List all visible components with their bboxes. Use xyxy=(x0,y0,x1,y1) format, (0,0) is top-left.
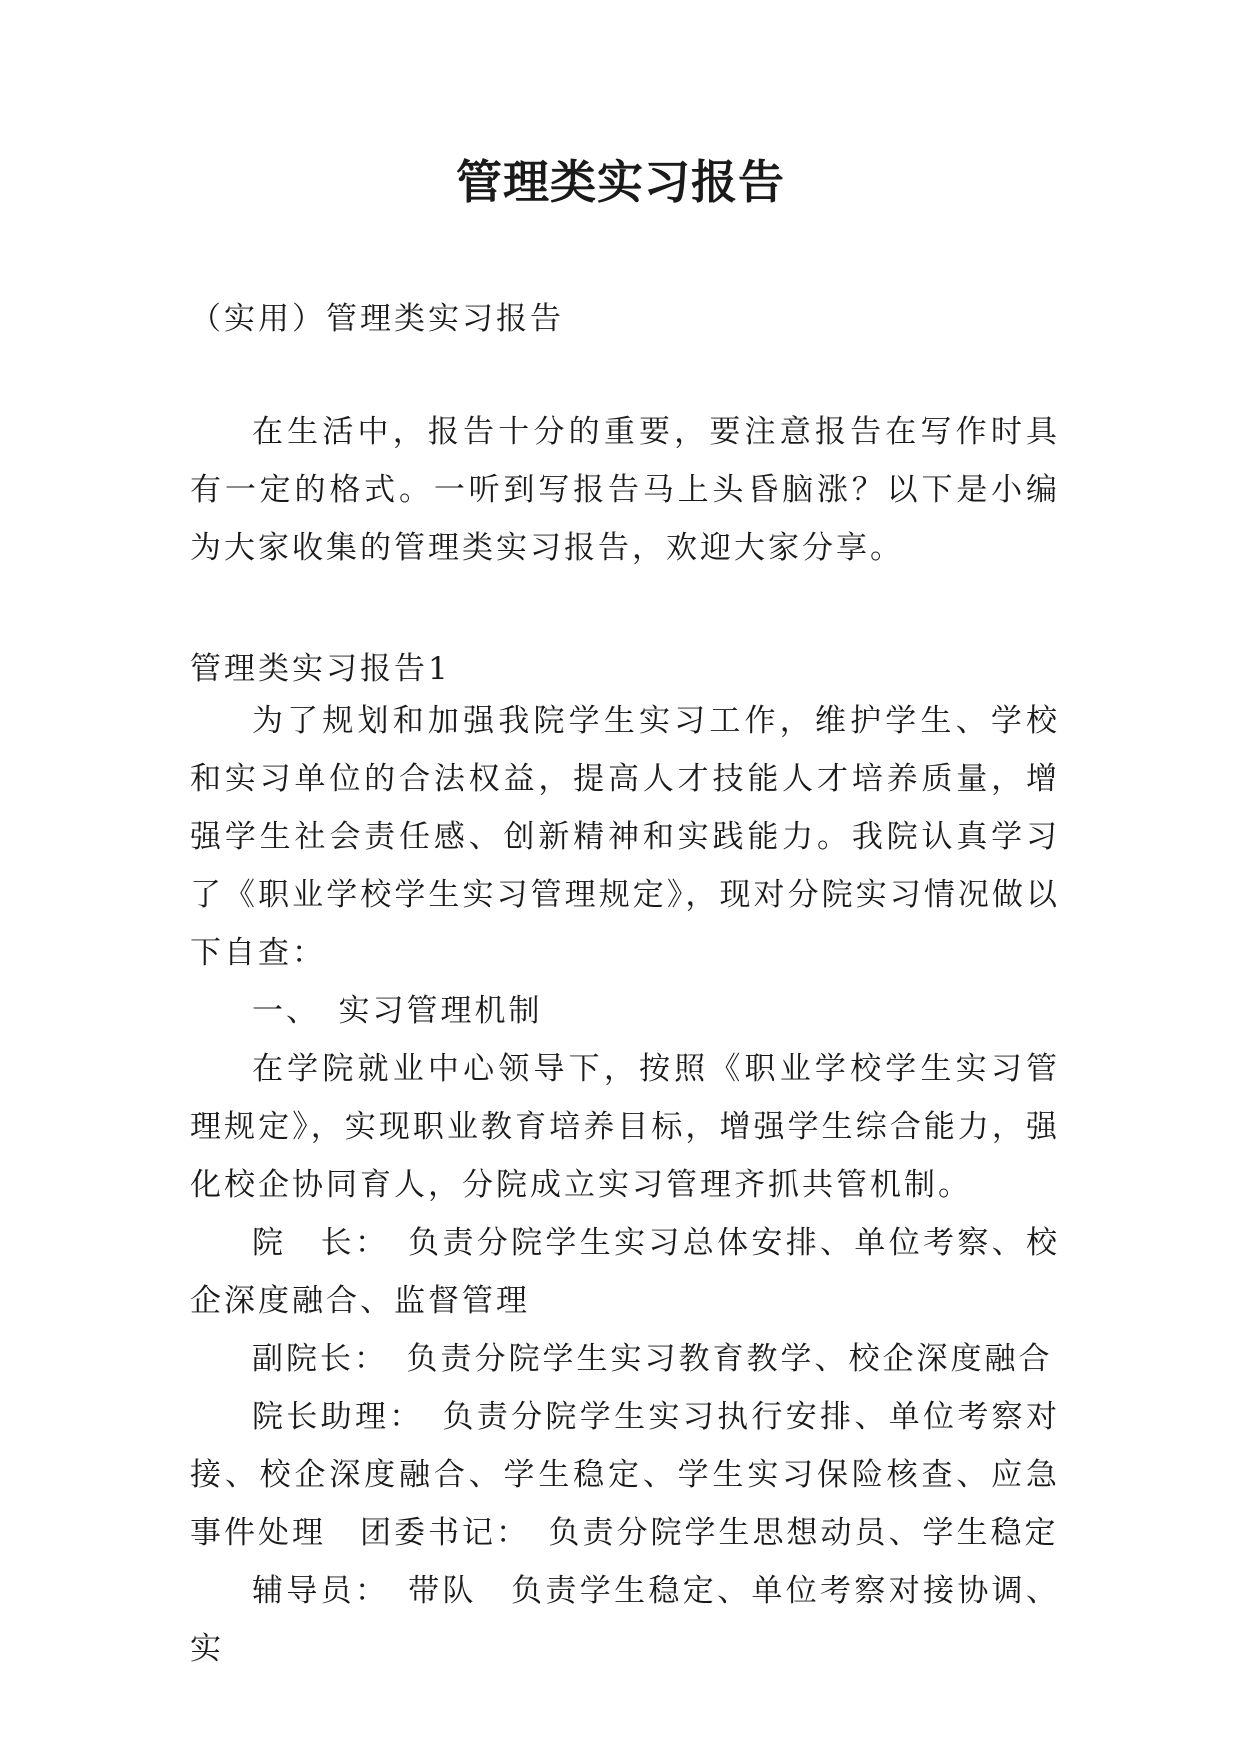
role-dean: 院 长： 负责分院学生实习总体安排、单位考察、校企深度融合、监督管理 xyxy=(190,1225,1060,1319)
intro-text: 在生活中，报告十分的重要，要注意报告在写作时具有一定的格式。一听到写报告马上头昏脑涨？以下是小编为大家收集的管理类实习报告，欢迎大家分享。 xyxy=(190,414,1060,566)
paragraph-1: 为了规划和加强我院学生实习工作，维护学生、学校和实习单位的合法权益，提高人才技能人才培养质量，增强学生社会责任感、创新精神和实践能力。我院认真学习了《职业学校学生实习管理规定》，现对分院实习情况做以下自查： xyxy=(190,703,1060,971)
section-heading-text: 管理类实习报告1 xyxy=(190,651,451,687)
paragraph-2: 在学院就业中心领导下，按照《职业学校学生实习管理规定》，实现职业教育培养目标，增强学生综合能力，强化校企协同育人，分院成立实习管理齐抓共管机制。 xyxy=(190,1051,1060,1203)
section-body xyxy=(190,692,1060,1678)
document-title: 管理类实习报告 xyxy=(456,155,785,209)
document-subtitle xyxy=(190,290,1060,348)
role-counselor: 辅导员： 带队 负责学生稳定、单位考察对接协调、实 xyxy=(190,1573,1060,1667)
intro-paragraph xyxy=(190,403,1060,577)
role-dean-assistant: 院长助理： 负责分院学生实习执行安排、单位考察对接、校企深度融合、学生稳定、学生实习保险核查、应急事件处理 团委书记： 负责分院学生思想动员、学生稳定 xyxy=(190,1399,1060,1551)
section-heading xyxy=(190,640,1060,698)
subheading-mechanism: 一、 实习管理机制 xyxy=(252,993,543,1029)
role-vice-dean: 副院长： 负责分院学生实习教育教学、校企深度融合 xyxy=(252,1341,1053,1377)
subtitle-text: （实用）管理类实习报告 xyxy=(190,301,564,337)
